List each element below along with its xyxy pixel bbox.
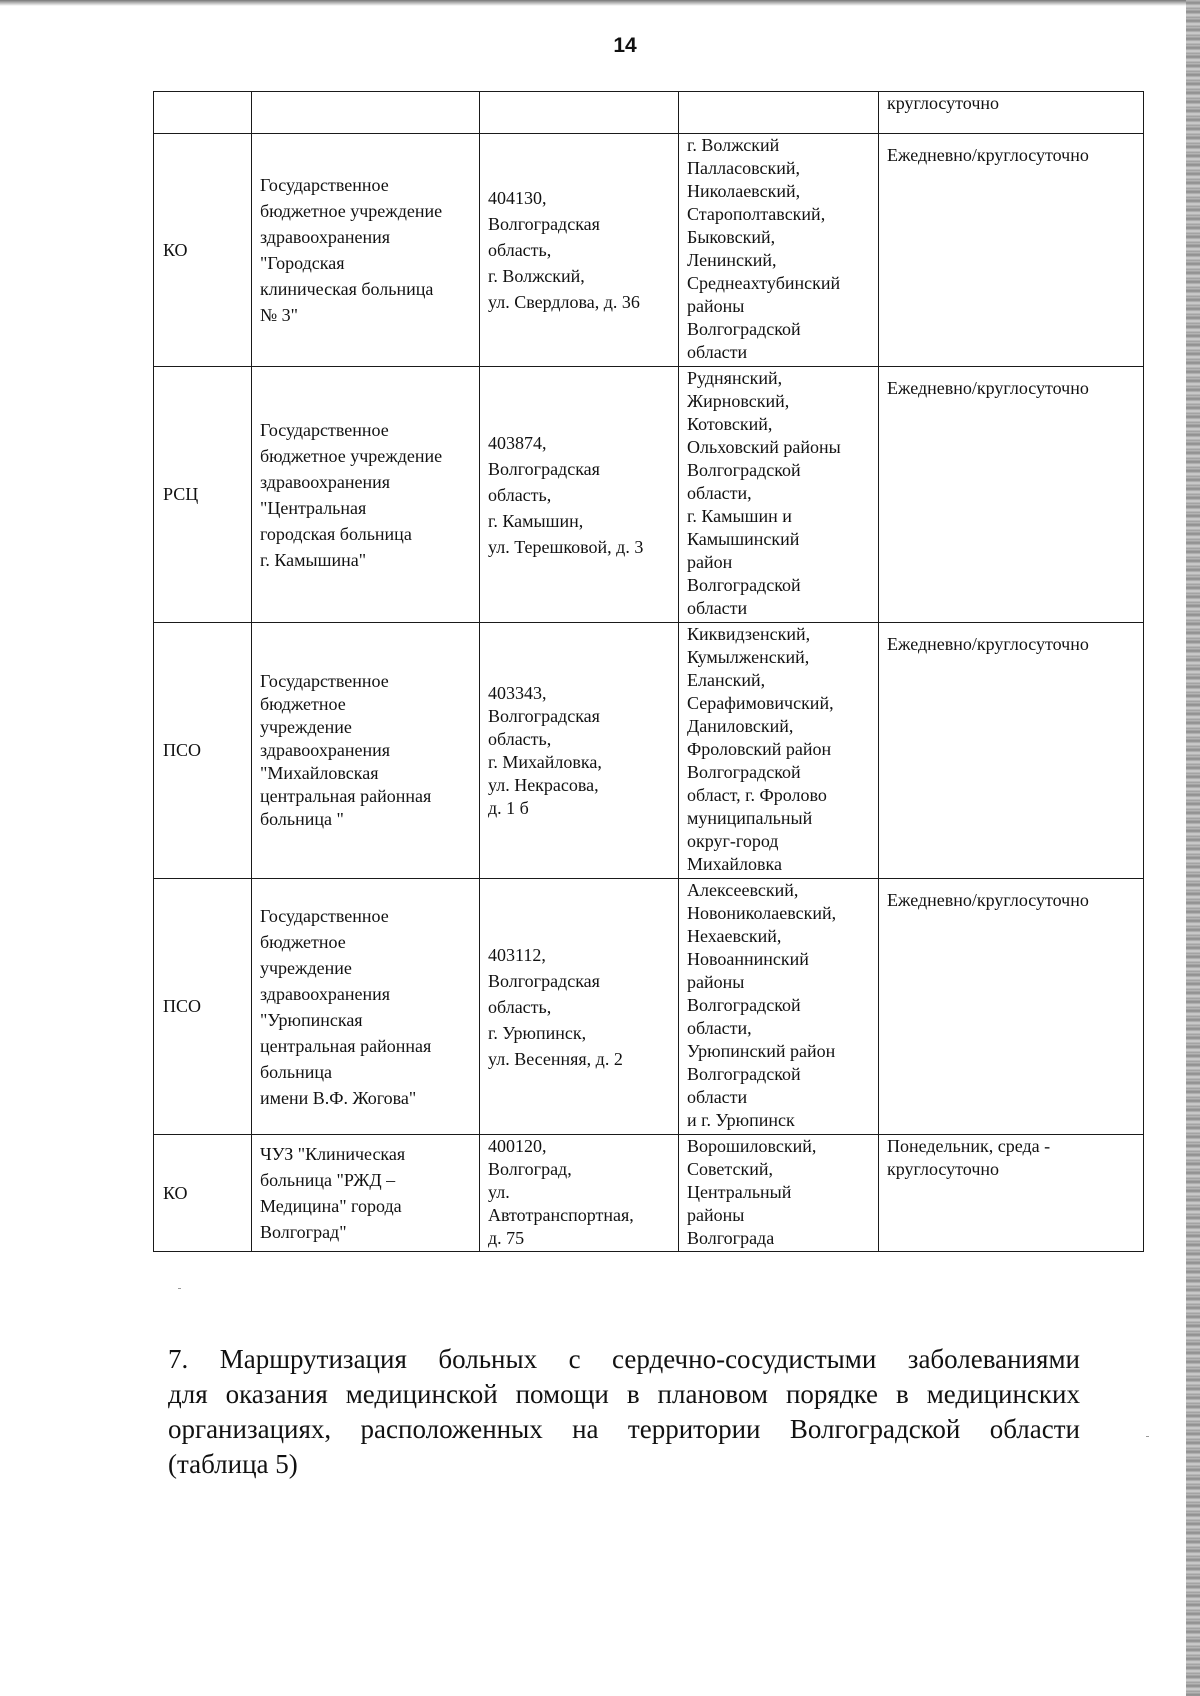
address-cell: 403343, Волгоградская область, г. Михайловка, ул. Некрасова, д. 1 б xyxy=(480,623,679,879)
organization-cell: Государственное бюджетное учреждение здравоохранения "Михайловская центральная районная больница " xyxy=(252,623,480,879)
table-row xyxy=(154,879,1144,1135)
section-heading-line: для оказания медицинской помощи в плановом порядке в медицинских xyxy=(168,1379,1080,1409)
schedule-cell: Ежедневно/круглосуточно xyxy=(879,367,1144,623)
address-cell: 403874, Волгоградская область, г. Камышин, ул. Терешковой, д. 3 xyxy=(480,367,679,623)
address-cell: 404130, Волгоградская область, г. Волжский, ул. Свердлова, д. 36 xyxy=(480,134,679,367)
scan-top-edge xyxy=(0,0,1200,6)
address-cell: 403112, Волгоградская область, г. Урюпинск, ул. Весенняя, д. 2 xyxy=(480,879,679,1135)
facility-type-cell: КО xyxy=(154,134,252,367)
table-row xyxy=(154,134,1144,367)
scan-speck xyxy=(178,1288,181,1289)
table-cell xyxy=(252,92,480,134)
organization-cell: Государственное бюджетное учреждение здравоохранения "Центральная городская больница г. Камышина" xyxy=(252,367,480,623)
section-heading-line: 7. Маршрутизация больных с сердечно-сосудистыми заболеваниями xyxy=(168,1344,1080,1374)
facility-type-cell: ПСО xyxy=(154,623,252,879)
table-row-continuation xyxy=(154,92,1144,134)
table-cell: круглосуточно xyxy=(879,92,1144,134)
section-heading xyxy=(168,1342,1080,1482)
territory-cell: Киквидзенский, Кумылженский, Еланский, Серафимовичский, Даниловский, Фроловский район Волгоградской област, г. Фролово муниципальный округ-город Михайловка xyxy=(679,623,879,879)
territory-cell: Ворошиловский, Советский, Центральный районы Волгограда xyxy=(679,1135,879,1252)
schedule-cell: Понедельник, среда - круглосуточно xyxy=(879,1135,1144,1252)
section-heading-line: (таблица 5) xyxy=(168,1449,298,1479)
section-heading-line: организациях, расположенных на территории Волгоградской области xyxy=(168,1414,1080,1444)
table-cell xyxy=(679,92,879,134)
table-row xyxy=(154,367,1144,623)
scan-right-edge xyxy=(1186,0,1200,1696)
routing-table xyxy=(153,91,1144,1252)
address-cell: 400120, Волгоград, ул. Автотранспортная, д. 75 xyxy=(480,1135,679,1252)
facility-type-cell: КО xyxy=(154,1135,252,1252)
territory-cell: Руднянский, Жирновский, Котовский, Ольховский районы Волгоградской области, г. Камышин и Камышинский район Волгоградской области xyxy=(679,367,879,623)
table-row xyxy=(154,1135,1144,1252)
organization-cell: Государственное бюджетное учреждение здравоохранения "Городская клиническая больница № 3" xyxy=(252,134,480,367)
facility-type-cell: РСЦ xyxy=(154,367,252,623)
territory-cell: г. Волжский Палласовский, Николаевский, Старополтавский, Быковский, Ленинский, Среднеахтубинский районы Волгоградской области xyxy=(679,134,879,367)
table-row xyxy=(154,623,1144,879)
organization-cell: ЧУЗ "Клиническая больница "РЖД – Медицина" города Волгоград" xyxy=(252,1135,480,1252)
table-cell xyxy=(480,92,679,134)
facility-type-cell: ПСО xyxy=(154,879,252,1135)
schedule-cell: Ежедневно/круглосуточно xyxy=(879,134,1144,367)
organization-cell: Государственное бюджетное учреждение здравоохранения "Урюпинская центральная районная больница имени В.Ф. Жогова" xyxy=(252,879,480,1135)
table-cell xyxy=(154,92,252,134)
scan-speck xyxy=(1146,1436,1149,1437)
territory-cell: Алексеевский, Новониколаевский, Нехаевский, Новоаннинский районы Волгоградской области, Урюпинский район Волгоградской области и г. Урюпинск xyxy=(679,879,879,1135)
schedule-cell: Ежедневно/круглосуточно xyxy=(879,623,1144,879)
page-number: 14 xyxy=(613,34,637,57)
schedule-cell: Ежедневно/круглосуточно xyxy=(879,879,1144,1135)
